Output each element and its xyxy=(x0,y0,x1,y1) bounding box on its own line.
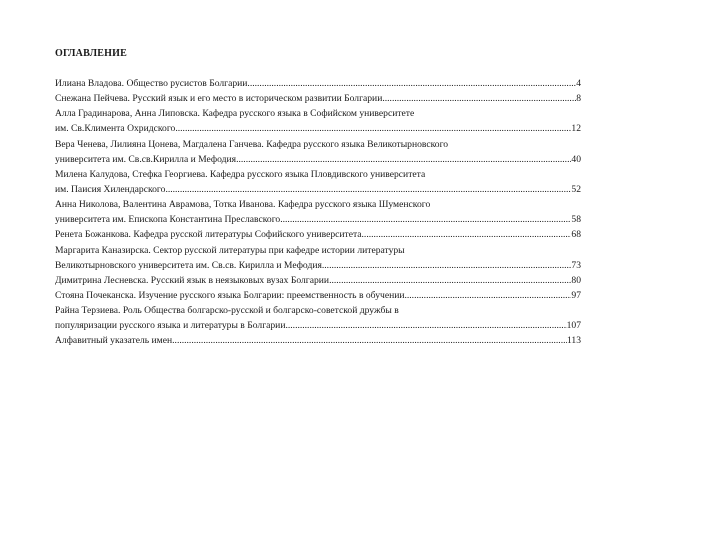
toc-line xyxy=(55,243,581,258)
dot-leader xyxy=(404,288,571,303)
toc-entry xyxy=(55,167,581,197)
dot-leader xyxy=(175,121,571,136)
dot-leader xyxy=(172,333,567,348)
toc-entry xyxy=(55,197,581,227)
toc-page-number: 80 xyxy=(571,274,581,286)
dot-leader xyxy=(382,91,576,106)
toc-entry-title: Милена Калудова, Стефка Георгиева. Кафедра русского языка Пловдивского университета xyxy=(55,168,426,180)
toc-entry xyxy=(55,273,581,288)
toc-entry-title-continued: университета им. Епископа Константина Преславского xyxy=(55,214,281,226)
toc-entry-title: Райна Терзиева. Роль Общества болгарско-русской и болгарско-советской дружбы в xyxy=(55,305,399,317)
toc-page-number: 8 xyxy=(576,93,581,105)
toc-line xyxy=(55,288,581,303)
toc-entry xyxy=(55,106,581,136)
dot-leader xyxy=(322,258,572,273)
toc-entry-title: Димитрина Лесневска. Русский язык в неязыковых вузах Болгарии xyxy=(55,274,330,286)
toc-line xyxy=(55,106,581,121)
toc-page-number: 73 xyxy=(571,259,581,271)
toc-page-number: 12 xyxy=(571,123,581,135)
toc-line xyxy=(55,318,581,333)
toc-entry xyxy=(55,288,581,303)
toc-line xyxy=(55,121,581,136)
toc-line xyxy=(55,76,581,91)
dot-leader xyxy=(362,227,572,242)
toc-page-number: 97 xyxy=(571,289,581,301)
toc-entry-title: Вера Ченева, Лилияна Цонева, Магдалена Ганчева. Кафедра русского языка Великотырновского xyxy=(55,138,449,150)
toc-entry-title-continued: университета им. Св.св.Кирилла и Мефодия xyxy=(55,153,237,165)
toc-entry-title: Алла Градинарова, Анна Липовска. Кафедра русского языка в Софийском университете xyxy=(55,108,415,120)
toc-entry xyxy=(55,91,581,106)
toc-line xyxy=(55,137,581,152)
toc-entry-title-continued: им. Св.Климента Охридского xyxy=(55,123,176,135)
table-of-contents xyxy=(55,76,581,349)
toc-page-number: 58 xyxy=(571,214,581,226)
dot-leader xyxy=(285,318,566,333)
toc-entry-title: Стоянa Почеканска. Изучение русского языка Болгарии: преемственность в обучении xyxy=(55,289,405,301)
toc-entry-title: Алфавитный указатель имен xyxy=(55,335,173,347)
dot-leader xyxy=(165,182,571,197)
toc-line xyxy=(55,91,581,106)
page-title: ОГЛАВЛЕНИЕ xyxy=(55,48,127,59)
toc-entry xyxy=(55,137,581,167)
toc-page-number: 68 xyxy=(571,229,581,241)
dot-leader xyxy=(247,76,576,91)
dot-leader xyxy=(280,212,571,227)
toc-entry-title-continued: популяризации русского языка и литературы в Болгарии xyxy=(55,320,286,332)
toc-entry-title: Маргарита Каназирска. Сектор русской литературы при кафедре истории литературы xyxy=(55,244,405,256)
toc-line xyxy=(55,258,581,273)
toc-page-number: 107 xyxy=(566,320,581,332)
toc-entry-title: Снежана Пейчева. Русский язык и его место в историческом развитии Болгарии xyxy=(55,93,383,105)
toc-entry xyxy=(55,243,581,273)
toc-entry xyxy=(55,227,581,242)
toc-page-number: 4 xyxy=(576,78,581,89)
toc-entry xyxy=(55,76,581,91)
toc-line xyxy=(55,212,581,227)
toc-line xyxy=(55,197,581,212)
toc-page-number: 52 xyxy=(571,183,581,195)
toc-line xyxy=(55,167,581,182)
toc-entry xyxy=(55,303,581,333)
toc-entry-title-continued: им. Паисия Хилендарского xyxy=(55,183,166,195)
toc-line xyxy=(55,333,581,348)
toc-entry-title: Илиана Владова. Общество русистов Болгарии xyxy=(55,78,248,89)
dot-leader xyxy=(236,152,571,167)
toc-page-number: 113 xyxy=(566,335,581,347)
toc-line xyxy=(55,227,581,242)
toc-line xyxy=(55,303,581,318)
toc-entry-title-continued: Великотырновского университета им. Св.св. Кирилла и Мефодия xyxy=(55,259,322,271)
toc-line xyxy=(55,182,581,197)
toc-entry-title: Анна Николова, Валентина Аврамова, Тотка Иванова. Кафедра русского языка Шуменского xyxy=(55,199,431,211)
toc-line xyxy=(55,152,581,167)
dot-leader xyxy=(329,273,571,288)
toc-entry xyxy=(55,333,581,348)
toc-page-number: 40 xyxy=(571,153,581,165)
toc-line xyxy=(55,273,581,288)
toc-entry-title: Ренета Божанкова. Кафедра русской литературы Софийского университета xyxy=(55,229,362,241)
